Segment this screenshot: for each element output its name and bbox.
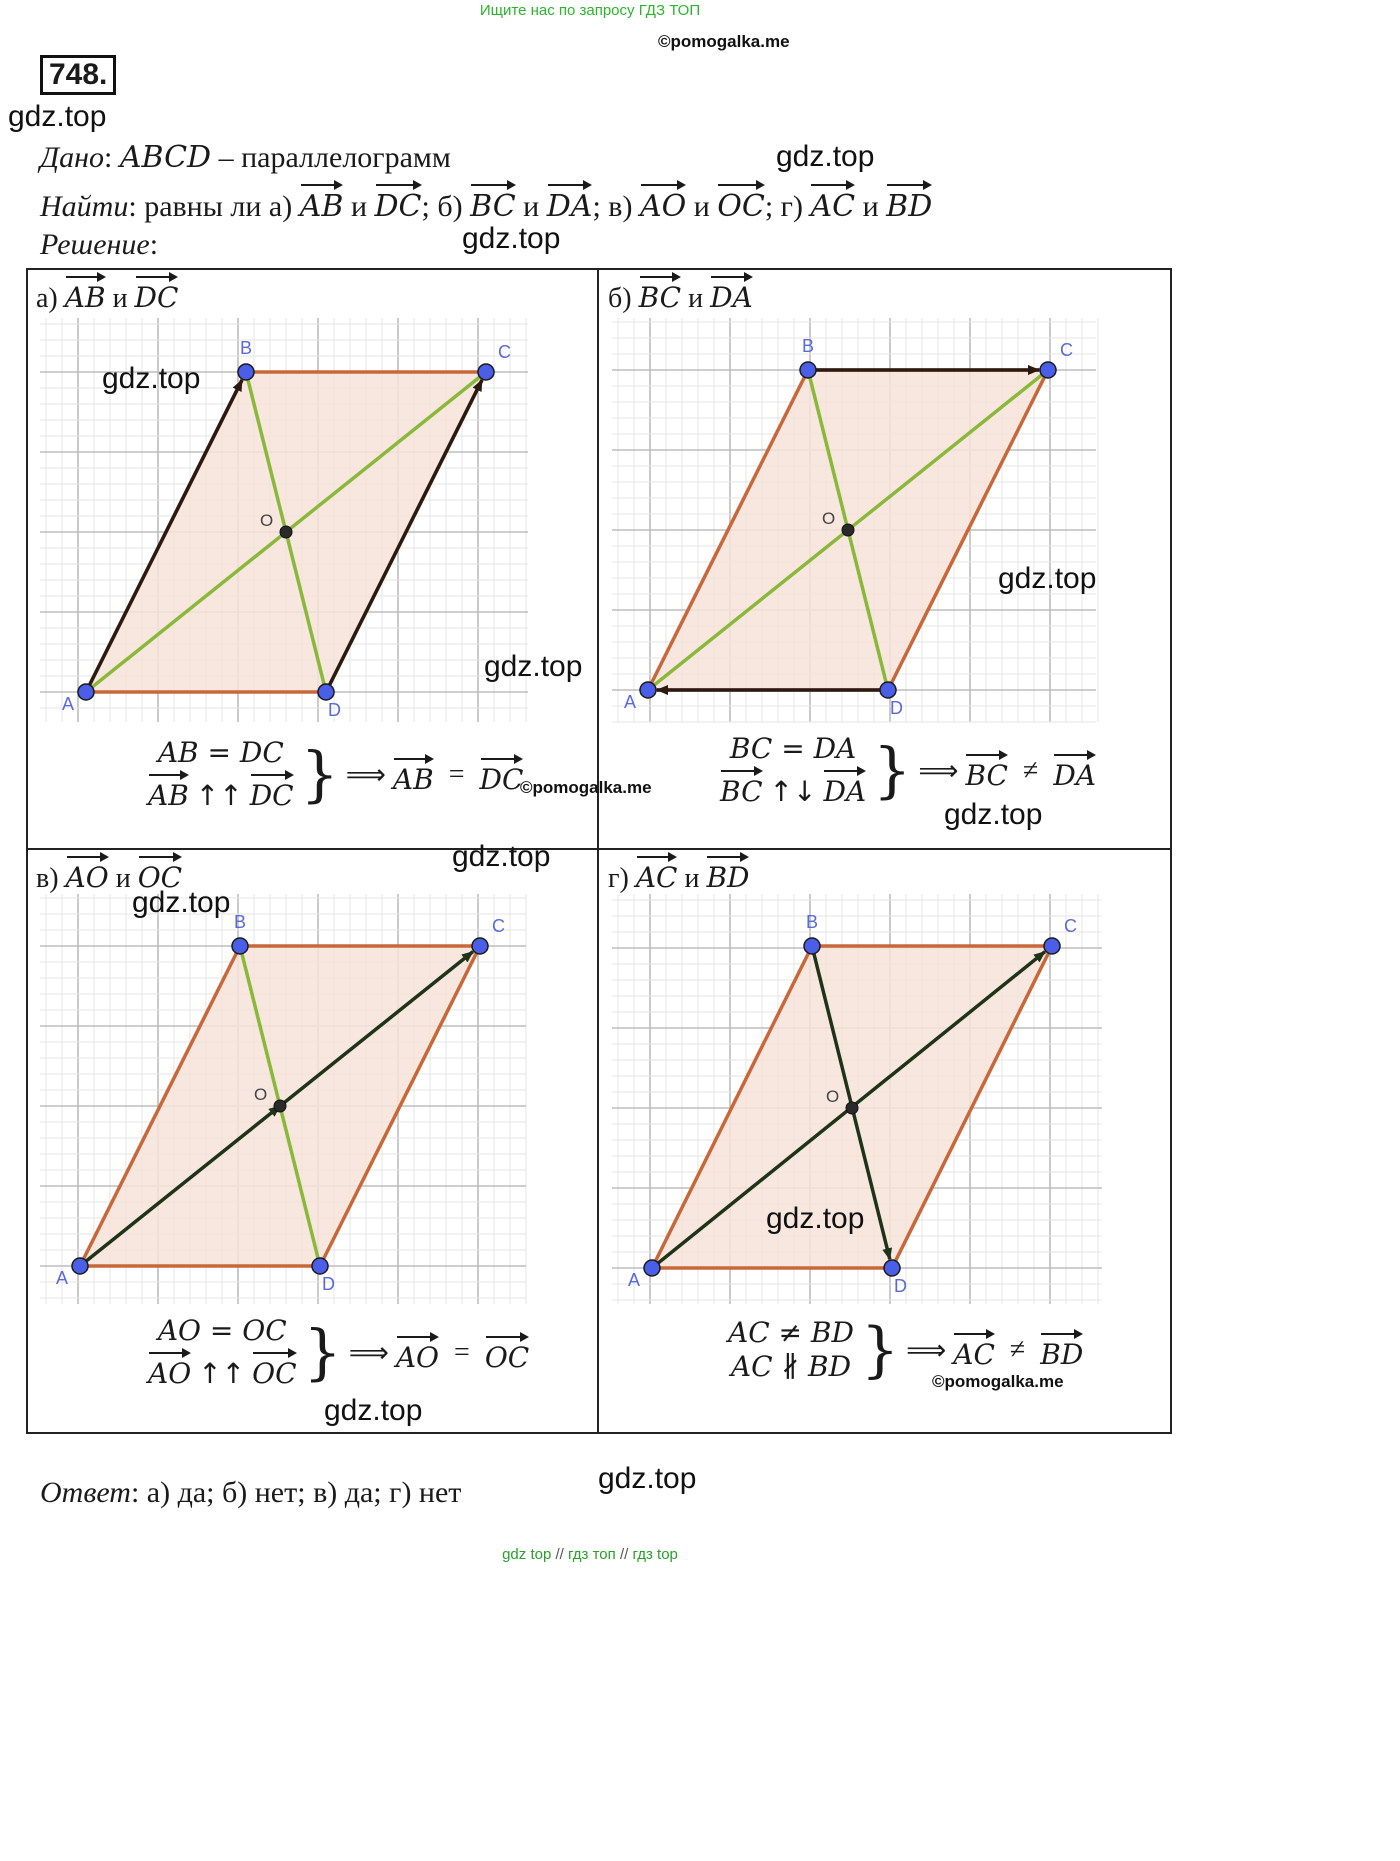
watermark: gdz.top — [998, 562, 1097, 595]
watermark: gdz.top — [8, 100, 107, 133]
panel-prefix: г) — [608, 863, 629, 894]
vector-dc: DC — [250, 770, 294, 812]
vertex-point — [312, 1258, 328, 1274]
footer-link[interactable]: gdz top — [502, 1546, 552, 1563]
watermark: gdz.top — [776, 140, 875, 173]
center-point — [274, 1100, 286, 1112]
copyright: ©pomogalka.me — [520, 778, 652, 797]
vertex-point — [880, 682, 896, 698]
vector-ao: AO — [148, 1348, 191, 1390]
and-word: и — [115, 863, 131, 894]
vector-da: DA — [823, 766, 866, 808]
equation-line: AC ≠ BD — [728, 1316, 854, 1349]
parallelogram-figure-v — [40, 894, 530, 1312]
point-label: B — [802, 336, 815, 356]
vector-dc: DC — [135, 272, 179, 314]
divider — [26, 848, 1172, 850]
vertex-point — [478, 364, 494, 380]
vector-da: DA — [710, 272, 753, 314]
vector-bd: BD — [886, 180, 932, 224]
find-g: ; г) — [764, 190, 803, 223]
panel-b-title — [608, 272, 753, 315]
given-figure: ABCD — [119, 140, 212, 175]
panel-prefix: в) — [36, 863, 59, 894]
vertex-point — [472, 938, 488, 954]
point-label: B — [234, 912, 247, 932]
footer-separator: // — [619, 1546, 629, 1563]
vector-ac: AC — [953, 1329, 995, 1371]
vector-bc: BC — [965, 750, 1008, 792]
panel-a-title — [36, 272, 178, 315]
vertex-point — [78, 684, 94, 700]
vertex-point — [238, 364, 254, 380]
point-label: A — [62, 694, 75, 714]
point-label: D — [894, 1276, 907, 1296]
given-label: Дано — [40, 141, 104, 174]
vector-ao: AO — [640, 180, 686, 224]
footer-separator: // — [555, 1546, 564, 1563]
parallelogram-figure-g — [612, 894, 1106, 1312]
copyright: ©pomogalka.me — [932, 1372, 1064, 1391]
watermark: gdz.top — [452, 840, 551, 873]
vertex-point — [318, 684, 334, 700]
find-intro: равны ли а) — [144, 190, 293, 223]
point-label: C — [492, 916, 505, 936]
center-point — [842, 524, 854, 536]
vector-dc: DC — [480, 754, 524, 796]
equation-g: AC ≠ BD AC ∦ BD } ⟹ AC ≠ BD — [728, 1315, 1084, 1385]
point-label: O — [822, 509, 836, 528]
vertex-point — [640, 682, 656, 698]
solution-line: Решение: — [40, 228, 159, 261]
relation-sign: ↑↓ — [769, 775, 817, 808]
given-text: – параллелограмм — [218, 141, 451, 174]
watermark: gdz.top — [324, 1394, 423, 1427]
equation-line: AB = DC — [157, 736, 284, 769]
result-sign: = — [454, 1336, 470, 1368]
parallelogram-figure-b — [612, 318, 1100, 730]
point-label: C — [1060, 340, 1073, 360]
vector-ab: AB — [300, 180, 344, 224]
and-word: и — [350, 190, 367, 223]
vector-bd: BD — [1040, 1329, 1083, 1371]
center-point — [846, 1102, 858, 1114]
vertex-point — [232, 938, 248, 954]
point-label: D — [328, 700, 341, 720]
and-word: и — [684, 863, 700, 894]
and-word: и — [693, 190, 710, 223]
and-word: и — [112, 283, 128, 314]
point-label: C — [1064, 916, 1077, 936]
point-label: A — [56, 1268, 69, 1288]
point-label: B — [240, 338, 253, 358]
implies-sign: ⟹ — [345, 758, 386, 791]
center-point — [280, 526, 292, 538]
vector-bc: BC — [470, 180, 516, 224]
problem-number: 748. — [40, 55, 116, 95]
implies-sign: ⟹ — [918, 754, 959, 787]
vector-bc: BC — [720, 766, 763, 808]
vector-oc: OC — [138, 852, 182, 894]
vertex-point — [1044, 938, 1060, 954]
vertex-point — [800, 362, 816, 378]
answer-line: Ответ: а) да; б) нет; в) да; г) нет — [40, 1476, 462, 1509]
vector-bc: BC — [639, 272, 682, 314]
vertex-point — [72, 1258, 88, 1274]
vector-ac: AC — [636, 852, 678, 894]
watermark: gdz.top — [132, 886, 231, 919]
point-label: C — [498, 342, 511, 362]
implies-sign: ⟹ — [906, 1333, 947, 1367]
and-word: и — [688, 283, 704, 314]
vector-oc: OC — [485, 1332, 529, 1374]
vector-dc: DC — [375, 180, 422, 224]
find-label: Найти — [40, 190, 129, 223]
point-label: A — [628, 1270, 641, 1290]
equation-b: BC = DA BC ↑↓ DA } ⟹ BC ≠ DA — [720, 732, 1097, 808]
search-note: Ищите нас по запросу ГДЗ ТОП — [479, 2, 701, 19]
footer-link[interactable]: гдз top — [632, 1546, 678, 1563]
point-label: B — [806, 912, 819, 932]
vector-ac: AC — [810, 180, 855, 224]
vector-ab: AB — [148, 770, 189, 812]
vector-da: DA — [1053, 750, 1096, 792]
vector-oc: OC — [717, 180, 765, 224]
equation-a: AB = DC AB ↑↑ DC } ⟹ AB = DC — [148, 736, 524, 812]
relation-sign: ↑↑ — [198, 1357, 246, 1390]
and-word: и — [523, 190, 540, 223]
vector-ao: AO — [396, 1332, 439, 1374]
vertex-point — [644, 1260, 660, 1276]
and-word: и — [862, 190, 879, 223]
point-label: O — [826, 1087, 840, 1106]
point-label: D — [890, 698, 903, 718]
vertex-point — [884, 1260, 900, 1276]
vertex-point — [1040, 362, 1056, 378]
watermark: gdz.top — [462, 222, 561, 255]
answer-label: Ответ — [40, 1476, 131, 1509]
point-label: A — [624, 692, 637, 712]
vector-da: DA — [547, 180, 593, 224]
answer-text: а) да; б) нет; в) да; г) нет — [146, 1476, 462, 1509]
find-line: Найти: равны ли а) AB и DC; б) BC и DA; в) AO и OC; г) AC и BD — [40, 180, 932, 224]
watermark: gdz.top — [598, 1462, 697, 1495]
point-label: O — [254, 1085, 268, 1104]
watermark: gdz.top — [102, 362, 201, 395]
implies-sign: ⟹ — [348, 1336, 389, 1369]
equation-line: BC = DA — [729, 732, 857, 765]
footer-link[interactable]: гдз топ — [568, 1546, 616, 1563]
result-sign: ≠ — [1009, 1334, 1026, 1365]
watermark: gdz.top — [484, 650, 583, 683]
watermark: gdz.top — [766, 1202, 865, 1235]
vector-ao: AO — [66, 852, 109, 894]
watermark: gdz.top — [944, 798, 1043, 831]
divider — [597, 268, 599, 1434]
equation-line: AO = OC — [157, 1314, 287, 1347]
point-label: O — [260, 511, 274, 530]
result-sign: = — [448, 758, 465, 790]
relation-sign: ↑↑ — [195, 779, 243, 812]
result-sign: ≠ — [1022, 754, 1039, 786]
vector-bd: BD — [706, 852, 749, 894]
panel-prefix: а) — [36, 283, 58, 314]
given-line: Дано: ABCD – параллелограмм — [40, 140, 451, 175]
panel-prefix: б) — [608, 283, 632, 314]
vertex-point — [804, 938, 820, 954]
header-copyright: ©pomogalka.me — [658, 32, 790, 51]
find-b: ; б) — [421, 190, 463, 223]
find-v: ; в) — [592, 190, 633, 223]
solution-label: Решение — [40, 228, 150, 261]
vector-ab: AB — [65, 272, 106, 314]
point-label: D — [322, 1274, 335, 1294]
vector-oc: OC — [252, 1348, 296, 1390]
equation-v: AO = OC AO ↑↑ OC } ⟹ AO = OC — [148, 1314, 530, 1390]
vector-ab: AB — [393, 754, 434, 796]
panel-g-title — [608, 852, 749, 895]
equation-line: AC ∦ BD — [730, 1350, 852, 1383]
footer — [0, 1546, 1180, 1563]
